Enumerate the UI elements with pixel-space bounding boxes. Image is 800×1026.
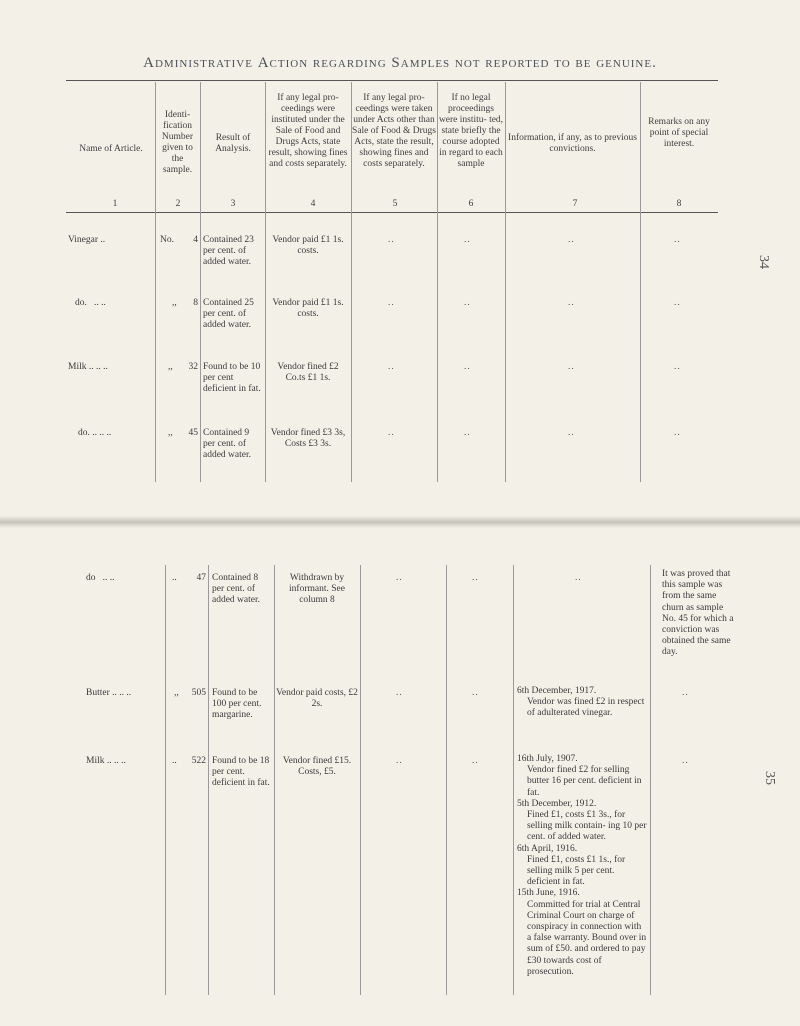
column-number: 4 bbox=[310, 199, 316, 209]
column-number: 5 bbox=[392, 199, 398, 209]
header-legal-sfda: If any legal pro- ceedings were instituted under the Sale of Food and Drugs Acts, state result, showing fines and costs separately. bbox=[268, 93, 348, 169]
row-legal-sfda: Vendor paid costs, £2 2s. bbox=[276, 688, 358, 710]
row-number: 4 bbox=[193, 235, 198, 245]
empty-dots: .. bbox=[472, 688, 479, 698]
empty-dots: .. bbox=[674, 362, 681, 372]
conviction-date: 6th April, 1916. bbox=[517, 843, 578, 854]
row-analysis: Contained 25 per cent. of added water. bbox=[203, 298, 254, 331]
row-prefix: ,, bbox=[172, 298, 177, 308]
page-title bbox=[0, 55, 800, 72]
title-part: ction regarding bbox=[269, 55, 392, 71]
leader-dots: .. .. .. bbox=[112, 688, 132, 698]
row-article bbox=[86, 756, 126, 767]
empty-dots: .. bbox=[674, 298, 681, 308]
article-name: do. bbox=[75, 298, 87, 308]
col-divider bbox=[513, 565, 514, 995]
conviction-date: 6th December, 1917. bbox=[517, 686, 597, 696]
conviction-text: Vendor was fined £2 in respect of adulterated vinegar. bbox=[527, 697, 645, 719]
col-divider bbox=[200, 82, 201, 482]
conviction-date: 16th July, 1907. bbox=[517, 754, 578, 764]
row-analysis: Contained 23 per cent. of added water. bbox=[203, 235, 254, 268]
empty-dots: .. bbox=[568, 362, 575, 372]
header-top-rule bbox=[66, 80, 718, 81]
empty-dots: .. bbox=[464, 362, 471, 372]
row-previous-convictions bbox=[517, 686, 647, 720]
title-part: amples not reported to be genuine. bbox=[400, 55, 657, 71]
header-no-legal: If no legal proceedings were institu- ted, state briefly the course adopted in regard to each sample bbox=[438, 93, 504, 169]
header-result-of-analysis: Result of Analysis. bbox=[215, 133, 251, 154]
row-legal-sfda: Vendor paid £1 1s. costs. bbox=[272, 235, 344, 257]
col-divider bbox=[640, 82, 641, 482]
row-article bbox=[68, 362, 108, 373]
col-divider bbox=[208, 565, 209, 995]
empty-dots: .. bbox=[396, 756, 403, 766]
row-analysis: Found to be 100 per cent. margarine. bbox=[212, 688, 262, 721]
row-analysis: Found to be 10 per cent deficient in fat. bbox=[203, 362, 261, 395]
empty-dots: .. bbox=[388, 298, 395, 308]
article-name: Vinegar bbox=[68, 235, 99, 245]
row-legal-sfda: Withdrawn by informant. See column 8 bbox=[289, 573, 345, 606]
row-analysis: Contained 9 per cent. of added water. bbox=[203, 428, 252, 461]
row-prefix: .. bbox=[172, 573, 177, 583]
column-number: 6 bbox=[468, 199, 474, 209]
empty-dots: .. bbox=[396, 573, 403, 583]
row-number: 522 bbox=[191, 756, 206, 766]
article-name: Milk bbox=[68, 362, 87, 372]
row-previous-convictions bbox=[517, 754, 647, 978]
column-number: 3 bbox=[230, 199, 236, 209]
column-number: 2 bbox=[175, 199, 181, 209]
empty-dots: .. bbox=[568, 298, 575, 308]
conviction-text: Committed for trial at Central Criminal Court on charge of conspiracy in connection with a false warranty. Bound over in sum of £50. and ordered to pay £30 towards cost of prosecution. bbox=[527, 899, 647, 977]
row-article bbox=[78, 428, 111, 439]
conviction-date: 5th December, 1912. bbox=[517, 798, 597, 809]
empty-dots: .. bbox=[464, 235, 471, 245]
page-fold bbox=[0, 516, 800, 528]
row-number: 8 bbox=[193, 298, 198, 308]
empty-dots: .. bbox=[388, 362, 395, 372]
row-legal-sfda: Vendor fined £15. Costs, £5. bbox=[282, 756, 352, 778]
row-number: 32 bbox=[188, 362, 198, 372]
empty-dots: .. bbox=[396, 688, 403, 698]
col-divider bbox=[650, 565, 651, 995]
empty-dots: .. bbox=[682, 688, 689, 698]
col-divider bbox=[360, 565, 361, 995]
empty-dots: .. bbox=[575, 573, 582, 583]
conviction-date: 15th June, 1916. bbox=[517, 888, 580, 899]
empty-dots: .. bbox=[388, 235, 395, 245]
row-analysis: Found to be 18 per cent. deficient in fat. bbox=[212, 756, 270, 789]
page-number: 34 bbox=[756, 255, 771, 269]
title-part: dministrative bbox=[154, 55, 258, 71]
row-remarks: It was proved that this sample was from the same churn as sample No. 45 for which a conviction was obtained the same day. bbox=[662, 569, 734, 658]
article-name: do bbox=[86, 573, 96, 583]
row-legal-sfda: Vendor paid £1 1s. costs. bbox=[272, 298, 344, 320]
row-prefix: ,, bbox=[168, 428, 173, 438]
row-article bbox=[75, 298, 106, 309]
article-name: do. bbox=[78, 428, 90, 438]
header-previous-convictions: Information, if any, as to previous convictions. bbox=[508, 133, 637, 154]
empty-dots: .. bbox=[464, 298, 471, 308]
leader-dots: .. bbox=[100, 235, 106, 245]
header-legal-other: If any legal pro- ceedings were taken under Acts other than Sale of Food & Drugs Acts, state the result, showing fines and costs separately. bbox=[352, 93, 436, 169]
column-number: 1 bbox=[112, 199, 118, 209]
row-number: 45 bbox=[188, 428, 198, 438]
empty-dots: .. bbox=[568, 428, 575, 438]
row-prefix: .. bbox=[172, 756, 177, 766]
title-part: A bbox=[257, 55, 270, 71]
empty-dots: .. bbox=[472, 756, 479, 766]
leader-dots: .. .. bbox=[102, 573, 115, 583]
column-number: 8 bbox=[676, 199, 682, 209]
header-name-of-article: Name of Article. bbox=[79, 144, 143, 154]
row-number: 505 bbox=[191, 688, 206, 698]
empty-dots: .. bbox=[674, 235, 681, 245]
col-divider bbox=[446, 565, 447, 995]
article-name: Milk bbox=[86, 756, 105, 766]
row-prefix: No. bbox=[160, 235, 174, 245]
title-part: S bbox=[391, 55, 401, 71]
empty-dots: .. bbox=[464, 428, 471, 438]
empty-dots: .. bbox=[682, 756, 689, 766]
header-bottom-rule bbox=[66, 212, 718, 213]
row-number: 47 bbox=[196, 573, 206, 583]
leader-dots: .. .. bbox=[94, 298, 106, 308]
leader-dots: .. .. .. bbox=[88, 362, 108, 372]
empty-dots: .. bbox=[388, 428, 395, 438]
empty-dots: .. bbox=[674, 428, 681, 438]
header-remarks: Remarks on any point of special interest. bbox=[648, 117, 710, 149]
row-legal-sfda: Vendor fined £2 Co.ts £1 1s. bbox=[277, 362, 339, 384]
title-part: A bbox=[143, 55, 155, 71]
row-prefix: ,, bbox=[174, 688, 179, 698]
conviction-text: Fined £1, costs £1 1s., for selling milk 5 per cent. deficient in fat. bbox=[527, 854, 626, 888]
row-article bbox=[68, 235, 105, 246]
row-prefix: ,, bbox=[168, 362, 173, 372]
empty-dots: .. bbox=[472, 573, 479, 583]
row-legal-sfda: Vendor fined £3 3s, Costs £3 3s. bbox=[270, 428, 346, 450]
leader-dots: .. .. .. bbox=[106, 756, 126, 766]
row-article bbox=[86, 688, 131, 699]
conviction-text: Vendor fined £2 for selling butter 16 per cent. deficient in fat. bbox=[527, 765, 642, 798]
header-identification-number: Identi- fication Number given to the sample. bbox=[161, 110, 194, 175]
row-article bbox=[86, 573, 115, 584]
column-number: 7 bbox=[572, 199, 578, 209]
col-divider bbox=[165, 565, 166, 995]
empty-dots: .. bbox=[568, 235, 575, 245]
col-divider bbox=[274, 565, 275, 995]
conviction-text: Fined £1, costs £1 3s., for selling milk contain- ing 10 per cent. of added water. bbox=[527, 810, 647, 843]
row-analysis: Contained 8 per cent. of added water. bbox=[212, 573, 261, 606]
article-name: Butter bbox=[86, 688, 110, 698]
page-number: 35 bbox=[762, 771, 777, 785]
leader-dots: .. .. .. bbox=[92, 428, 112, 438]
